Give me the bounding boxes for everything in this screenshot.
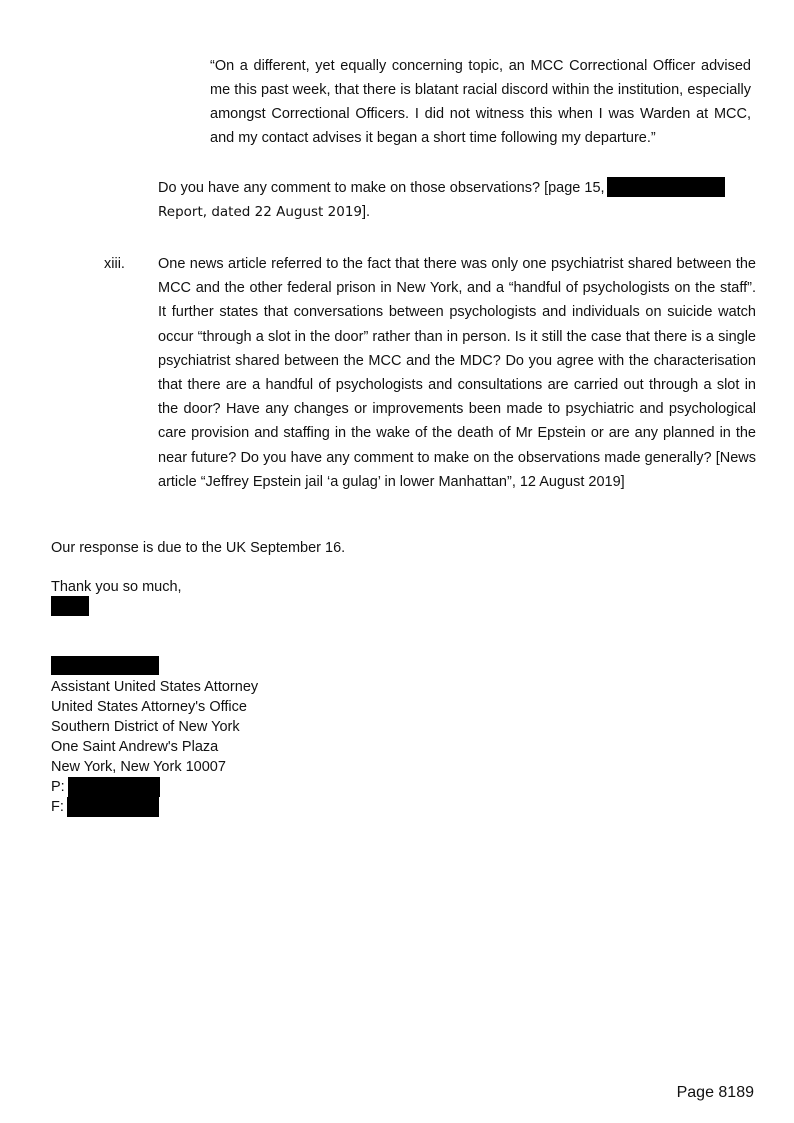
question-text: Do you have any comment to make on those observations? [page 15, [158,180,605,196]
fax-label: F: [51,799,64,815]
question-paragraph [158,176,752,224]
item-number: xiii. [104,256,125,272]
signature-office: United States Attorney's Office [51,699,247,715]
fax-line [51,797,258,817]
signature-block [51,677,258,817]
item-paragraph: One news article referred to the fact that there was only one psychiatrist shared between the MCC and the other federal prison in New York, and a “handful of psychologists on the staff”. It further states that conversations between psychologists and individuals on suicide watch occur “through a slot in the door” rather than in person. Is it still the case that there is a single psychiatrist shared between the MCC and the MDC? Do you agree with the characterisation that there are a handful of psychologists and consultations are carried out through a slot in the door? Have any changes or improvements been made to psychiatric and psychological care provision and staffing in the wake of the death of Mr Epstein or are any planned in the near future? Do you have any comment to make on the observations made generally? [News article “Jeffrey Epstein jail ‘a gulag’ in lower Manhattan”, 12 August 2019] [158,256,756,490]
phone-label: P: [51,779,65,795]
redacted-sender-initial [51,596,89,616]
response-due-text: Our response is due to the UK September 16. [51,540,346,556]
signature-address-line1: One Saint Andrew's Plaza [51,739,219,755]
phone-line [51,777,258,797]
redaction-block [607,177,725,197]
signature-district: Southern District of New York [51,719,240,735]
closing-text: Thank you so much, [51,579,182,595]
redacted-fax [67,797,159,817]
redacted-sender-name [51,656,159,675]
question-closing: ]. [362,204,371,220]
quoted-passage: “On a different, yet equally concerning topic, an MCC Correctional Officer advised me this past week, that there is blatant racial discord within the institution, especially amongst Correctional Officers. I did not witness this when I was Warden at MCC, and my contact advises it began a short time following my departure.” [210,58,751,146]
signature-title: Assistant United States Attorney [51,679,259,695]
page-number: Page 8189 [676,1084,754,1101]
report-reference: Report, dated 22 August 2019 [158,204,362,220]
redacted-phone [68,777,160,797]
signature-address-line2: New York, New York 10007 [51,759,226,775]
